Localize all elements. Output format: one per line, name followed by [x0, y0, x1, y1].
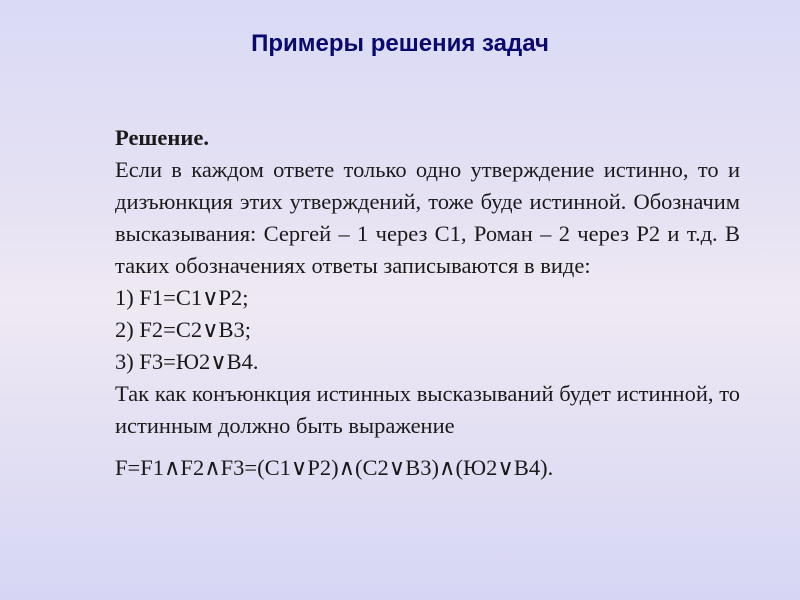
solution-block [115, 122, 740, 484]
formula-1: 1) F1=C1∨P2; [115, 285, 249, 310]
solution-paragraph-2: Так как конъюнкция истинных высказываний будет истинной, то истинным должно быть выражение [115, 381, 740, 438]
solution-heading: Решение. [115, 125, 209, 150]
formula-3: 3) F3=Ю2∨B4. [115, 349, 259, 374]
final-formula: F=F1∧F2∧F3=(C1∨P2)∧(C2∨B3)∧(Ю2∨B4). [115, 455, 554, 480]
solution-paragraph-1: Если в каждом ответе только одно утверждение истинно, то и дизъюнкция этих утверждений, тоже буде истинной. Обозначим высказывания: Сергей – 1 через С1, Роман – 2 через Р2 и т.д. В таких обозначениях ответы записываются в виде: [115, 157, 740, 278]
formula-2: 2) F2=C2∨B3; [115, 317, 252, 342]
slide-title: Примеры решения задач [251, 30, 549, 57]
